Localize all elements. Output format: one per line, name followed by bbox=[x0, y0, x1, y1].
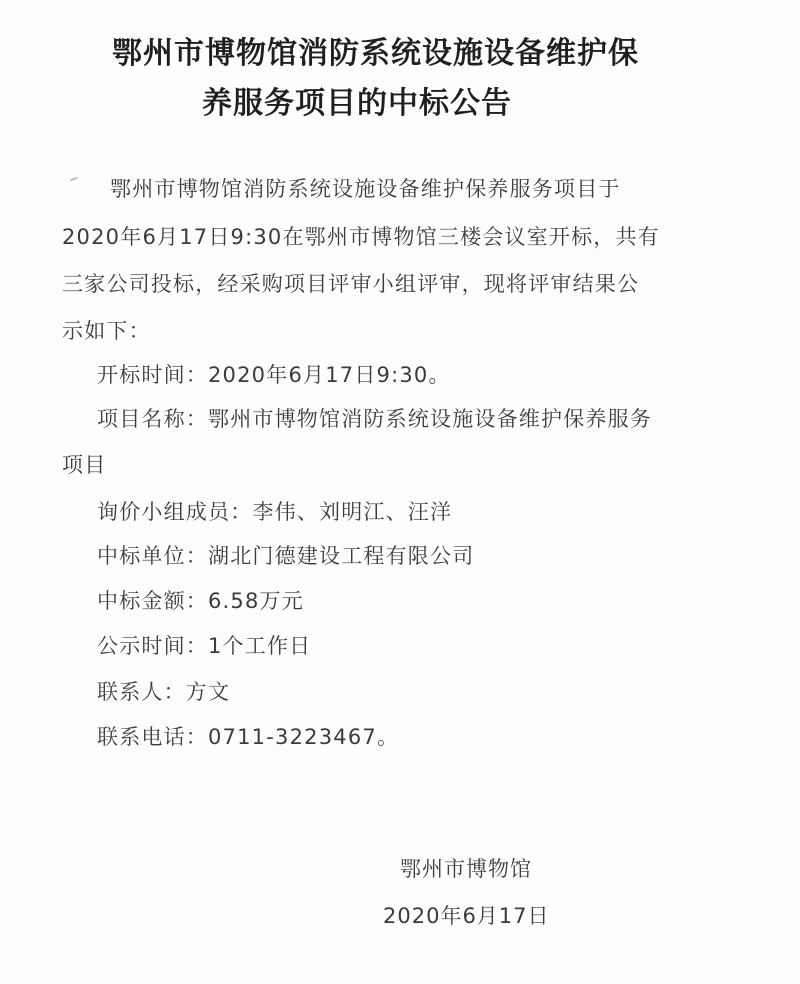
winning-company: 中标单位：湖北门德建设工程有限公司 bbox=[97, 544, 475, 568]
contact-person: 联系人：方文 bbox=[97, 680, 231, 704]
document-title-line-2: 养服务项目的中标公告 bbox=[202, 86, 512, 121]
document-title-line-1: 鄂州市博物馆消防系统设施设备维护保 bbox=[112, 36, 639, 71]
publicity-period: 公示时间：1个工作日 bbox=[97, 634, 312, 658]
project-name-line-1: 项目名称：鄂州市博物馆消防系统设施设备维护保养服务 bbox=[97, 407, 652, 431]
intro-line-3: 三家公司投标，经采购项目评审小组评审，现将评审结果公 bbox=[62, 272, 640, 296]
signature-organization: 鄂州市博物馆 bbox=[400, 857, 532, 881]
intro-line-4: 示如下： bbox=[62, 319, 151, 343]
contact-phone: 联系电话：0711-3223467。 bbox=[97, 725, 400, 749]
winning-amount: 中标金额：6.58万元 bbox=[97, 589, 304, 613]
intro-line-2: 2020年6月17日9:30在鄂州市博物馆三楼会议室开标，共有 bbox=[62, 225, 660, 249]
bid-time: 开标时间：2020年6月17日9:30。 bbox=[97, 363, 451, 387]
intro-line-1: 鄂州市博物馆消防系统设施设备维护保养服务项目于 bbox=[110, 177, 621, 201]
signature-date: 2020年6月17日 bbox=[383, 904, 550, 928]
panel-members: 询价小组成员：李伟、刘明江、汪洋 bbox=[97, 500, 453, 524]
scan-artifact bbox=[70, 177, 78, 182]
project-name-line-2: 项目 bbox=[62, 453, 107, 477]
